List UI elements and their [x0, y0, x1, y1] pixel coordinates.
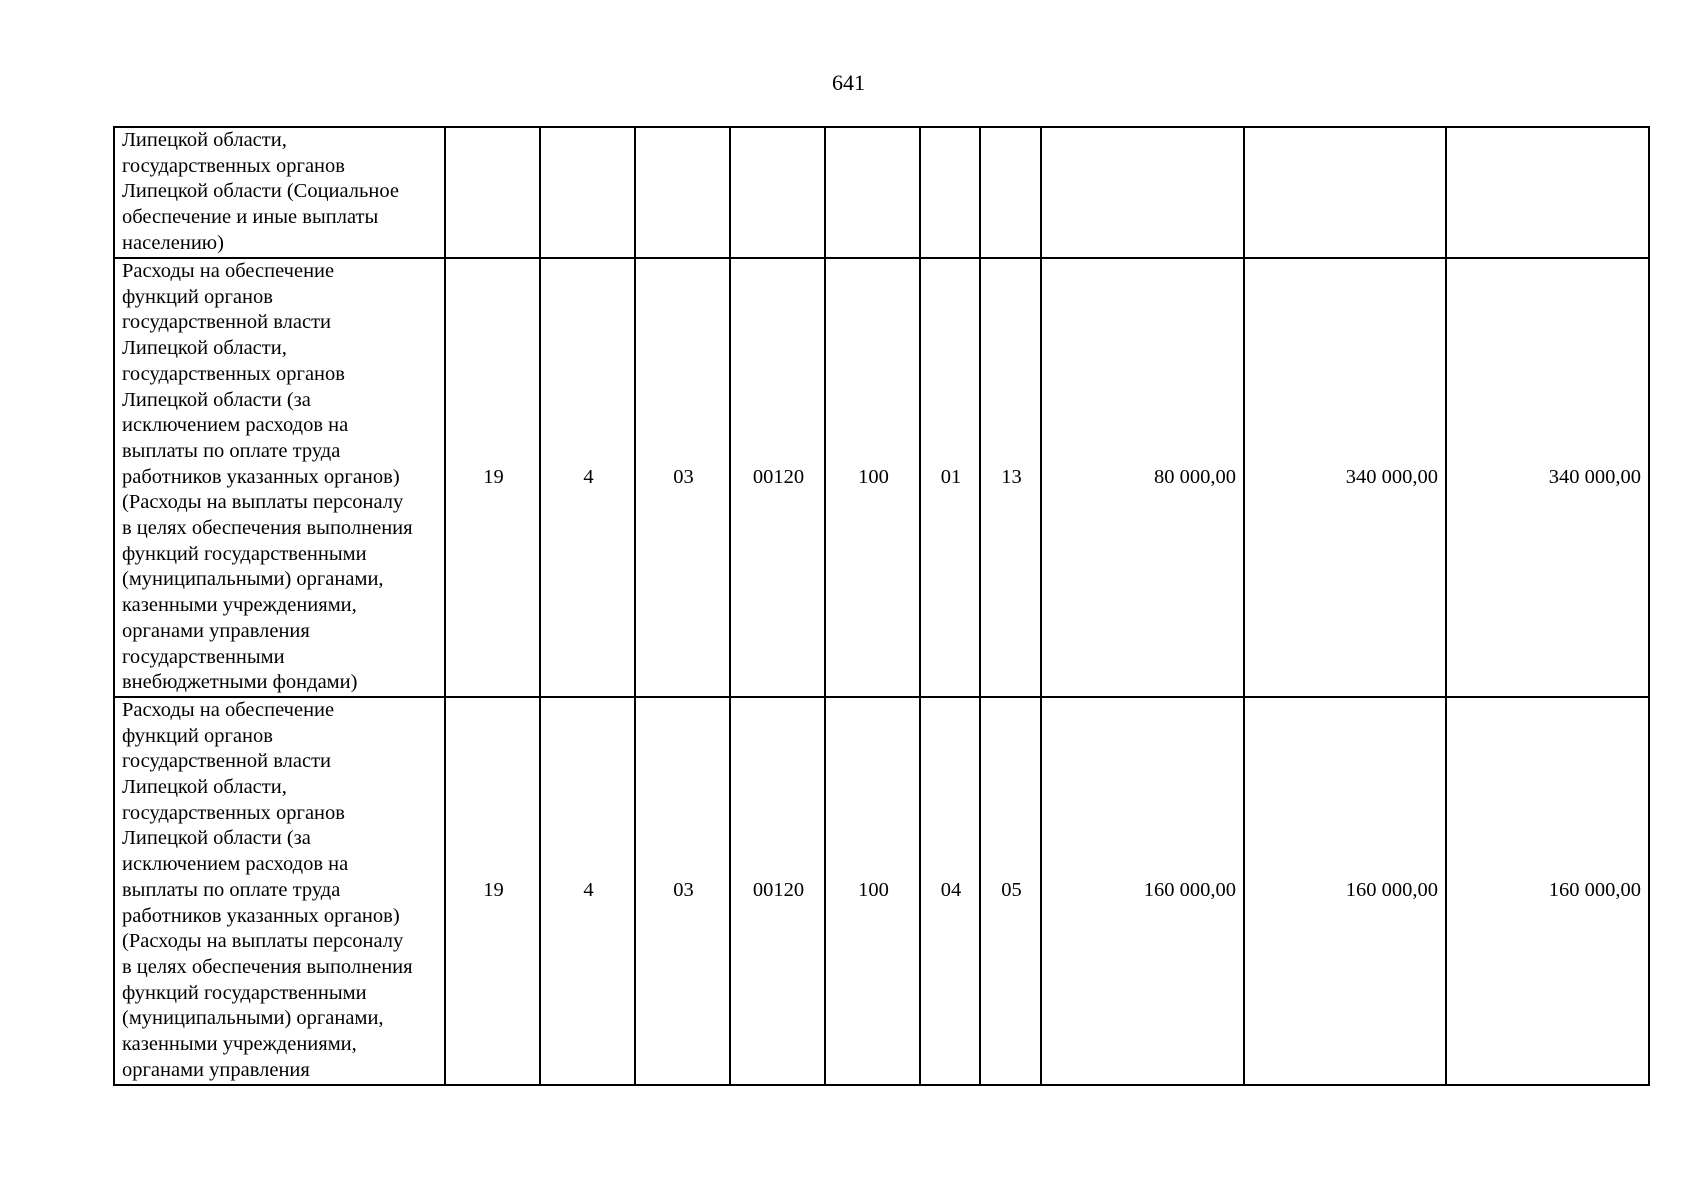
code-col-4 — [730, 127, 825, 258]
code-col-6: 04 — [920, 697, 980, 1085]
description-line: обеспечение и иные выплаты — [122, 206, 379, 229]
code-col-1: 19 — [445, 258, 540, 697]
description-line: Липецкой области, — [122, 776, 287, 799]
code-col-7: 05 — [980, 697, 1041, 1085]
code-col-2: 4 — [540, 697, 635, 1085]
amount-1 — [1041, 127, 1244, 258]
description-line: (муниципальными) органами, — [122, 568, 384, 591]
amount-1: 160 000,00 — [1041, 697, 1244, 1085]
code-col-1: 19 — [445, 697, 540, 1085]
description-line: исключением расходов на — [122, 853, 349, 876]
code-col-5 — [825, 127, 920, 258]
description-line: Липецкой области (за — [122, 827, 311, 850]
description-line: функций органов — [122, 724, 273, 747]
description-line: (муниципальными) органами, — [122, 1007, 384, 1030]
code-col-3: 03 — [635, 258, 730, 697]
code-col-5: 100 — [825, 697, 920, 1085]
amount-2: 160 000,00 — [1244, 697, 1446, 1085]
row-description — [114, 258, 445, 697]
description-line: органами управления — [122, 1058, 310, 1081]
page-number: 641 — [832, 70, 865, 95]
description-line: государственных органов — [122, 801, 345, 824]
budget-table — [113, 126, 1650, 1086]
code-col-5: 100 — [825, 258, 920, 697]
code-col-7: 13 — [980, 258, 1041, 697]
table-row — [114, 697, 1649, 1085]
table-row — [114, 127, 1649, 258]
description-line: государственных органов — [122, 362, 345, 385]
code-col-6: 01 — [920, 258, 980, 697]
code-col-7 — [980, 127, 1041, 258]
description-line: государственной власти — [122, 311, 331, 334]
description-line: выплаты по оплате труда — [122, 439, 341, 462]
description-line: Расходы на обеспечение — [122, 260, 335, 282]
amount-2: 340 000,00 — [1244, 258, 1446, 697]
description-line: в целях обеспечения выполнения — [122, 517, 413, 540]
code-col-2: 4 — [540, 258, 635, 697]
row-description — [114, 697, 445, 1085]
description-line: (Расходы на выплаты персоналу — [122, 930, 404, 953]
description-line: казенными учреждениями, — [122, 594, 357, 617]
code-col-2 — [540, 127, 635, 258]
description-line: (Расходы на выплаты персоналу — [122, 491, 404, 514]
code-col-3: 03 — [635, 697, 730, 1085]
description-line: функций государственными — [122, 542, 367, 565]
description-line: государственными — [122, 645, 285, 668]
description-line: государственной власти — [122, 750, 331, 773]
description-line: исключением расходов на — [122, 414, 349, 437]
code-col-4: 00120 — [730, 697, 825, 1085]
amount-2 — [1244, 127, 1446, 258]
amount-3 — [1446, 127, 1649, 258]
description-line: функций государственными — [122, 981, 367, 1004]
description-line: внебюджетными фондами) — [122, 671, 358, 694]
code-col-1 — [445, 127, 540, 258]
description-line: населению) — [122, 231, 224, 254]
amount-1: 80 000,00 — [1041, 258, 1244, 697]
description-line: функций органов — [122, 285, 273, 308]
description-line: выплаты по оплате труда — [122, 878, 341, 901]
amount-3: 340 000,00 — [1446, 258, 1649, 697]
description-line: Липецкой области (Социальное — [122, 180, 399, 203]
description-line: Расходы на обеспечение — [122, 698, 335, 721]
description-line: работников указанных органов) — [122, 465, 400, 488]
description-line: казенными учреждениями, — [122, 1033, 357, 1056]
code-col-6 — [920, 127, 980, 258]
description-line: Липецкой области (за — [122, 388, 311, 411]
description-line: государственных органов — [122, 154, 345, 177]
code-col-3 — [635, 127, 730, 258]
description-line: органами управления — [122, 619, 310, 642]
description-line: в целях обеспечения выполнения — [122, 955, 413, 978]
description-line: Липецкой области, — [122, 129, 287, 151]
code-col-4: 00120 — [730, 258, 825, 697]
table-row — [114, 258, 1649, 697]
amount-3: 160 000,00 — [1446, 697, 1649, 1085]
description-line: Липецкой области, — [122, 337, 287, 360]
row-description — [114, 127, 445, 258]
description-line: работников указанных органов) — [122, 904, 400, 927]
